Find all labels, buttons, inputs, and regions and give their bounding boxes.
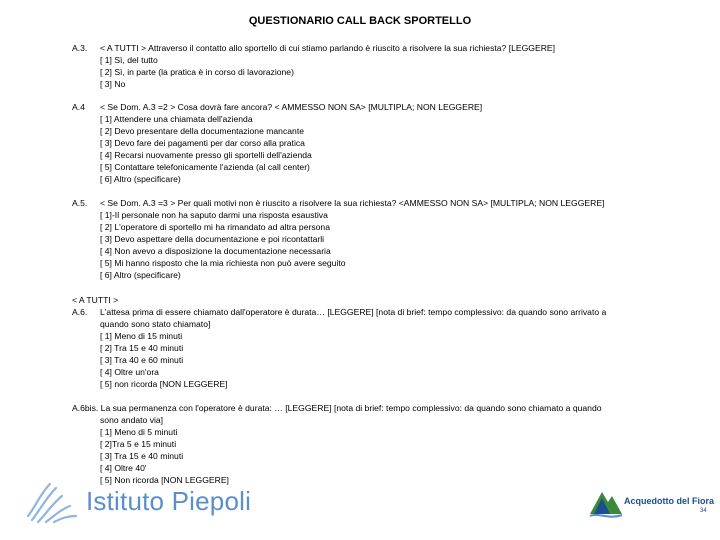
acquedotto-fiora-logo [588, 484, 716, 524]
question-a4 [72, 101, 482, 185]
question-text: L'attesa prima di essere chiamato dall'operatore è durata… [LEGGERE] [nota di brief: tempo complessivo: da quando sono arrivato a [100, 307, 607, 317]
answer-option: [ 5] Contattare telefonicamente l'azienda (al call center) [100, 162, 310, 172]
question-a3 [72, 42, 555, 90]
answer-option: [ 2] Devo presentare della documentazione mancante [100, 126, 304, 136]
question-text: < A TUTTI > Attraverso il contatto allo sportello di cui stiamo parlando è riuscito a risolvere la sua richiesta? [LEGGERE] [100, 43, 556, 53]
answer-option: [ 2] Tra 15 e 40 minuti [100, 343, 184, 353]
istituto-piepoli-logo [22, 476, 262, 528]
question-text: < Se Dom. A.3 =3 > Per quali motivi non è riuscito a risolvere la sua richiesta? <AMMESSO NON SA> [MULTIPLA; NON LEGGERE] [100, 198, 605, 208]
piepoli-wave-icon [22, 476, 82, 528]
question-text-continued: quando sono stato chiamato] [100, 319, 211, 329]
answer-option: [ 3] No [100, 79, 126, 89]
answer-option: [ 1]-Il personale non ha saputo darmi una risposta esaustiva [100, 210, 328, 220]
answer-option: [ 6] Altro (specificare) [100, 270, 181, 280]
question-number: A.5. [72, 198, 88, 208]
answer-option: [ 6] Altro (specificare) [100, 174, 181, 184]
answer-option: [ 1] Sì, del tutto [100, 55, 158, 65]
question-text: < Se Dom. A.3 =2 > Cosa dovrà fare ancora? < AMMESSO NON SA> [MULTIPLA; NON LEGGERE] [100, 102, 483, 112]
answer-option: [ 3] Devo fare dei pagamenti per dar corso alla pratica [100, 138, 305, 148]
question-a6 [72, 294, 606, 390]
answer-option: [ 3] Tra 40 e 60 minuti [100, 355, 184, 365]
answer-option: [ 1] Meno di 15 minuti [100, 331, 183, 341]
answer-option: [ 4] Non avevo a disposizione la documentazione necessaria [100, 246, 331, 256]
answer-option: [ 2] L'operatore di sportello mi ha rimandato ad altra persona [100, 222, 330, 232]
answer-option: [ 4] Recarsi nuovamente presso gli sportelli dell'azienda [100, 150, 312, 160]
piepoli-logo-text: Istituto Piepoli [86, 486, 252, 516]
answer-option: [ 1] Meno di 5 minuti [100, 427, 178, 437]
answer-option: [ 4] Oltre 40' [100, 463, 147, 473]
answer-option: [ 3] Devo aspettare della documentazione e poi ricontattarli [100, 234, 325, 244]
page-title: QUESTIONARIO CALL BACK SPORTELLO [248, 15, 472, 27]
answer-option: [ 4] Oltre un'ora [100, 367, 159, 377]
mountain-logo-icon [588, 484, 624, 520]
answer-option: [ 2] Sì, in parte (la pratica è in corso di lavorazione) [100, 67, 294, 77]
question-text-continued: sono andato via] [100, 415, 164, 425]
question-a5 [72, 197, 604, 281]
answer-option: [ 5] non ricorda [NON LEGGERE] [100, 379, 228, 389]
question-number: A.6. [72, 307, 88, 317]
question-text: A.6bis. La sua permanenza con l'operatore è durata: … [LEGGERE] [nota di brief: tempo complessivo: da quando sono chiamato a quando [72, 403, 602, 413]
answer-option: [ 5] Mi hanno risposto che la mia richiesta non può avere seguito [100, 258, 346, 268]
question-prefix: < A TUTTI > [72, 295, 119, 305]
answer-option: [ 1] Attendere una chiamata dell'azienda [100, 114, 253, 124]
answer-option: [ 3] Tra 15 e 40 minuti [100, 451, 184, 461]
answer-option: [ 2]Tra 5 e 15 minuti [100, 439, 177, 449]
page-number: 34 [700, 508, 707, 514]
fiora-logo-text: Acquedotto del Fiora [624, 496, 714, 506]
question-number: A.3. [72, 43, 88, 53]
question-a6bis [72, 402, 602, 486]
answer-option: [ 5] Non ricorda [NON LEGGERE] [100, 475, 229, 485]
question-number: A.4 [72, 102, 85, 112]
